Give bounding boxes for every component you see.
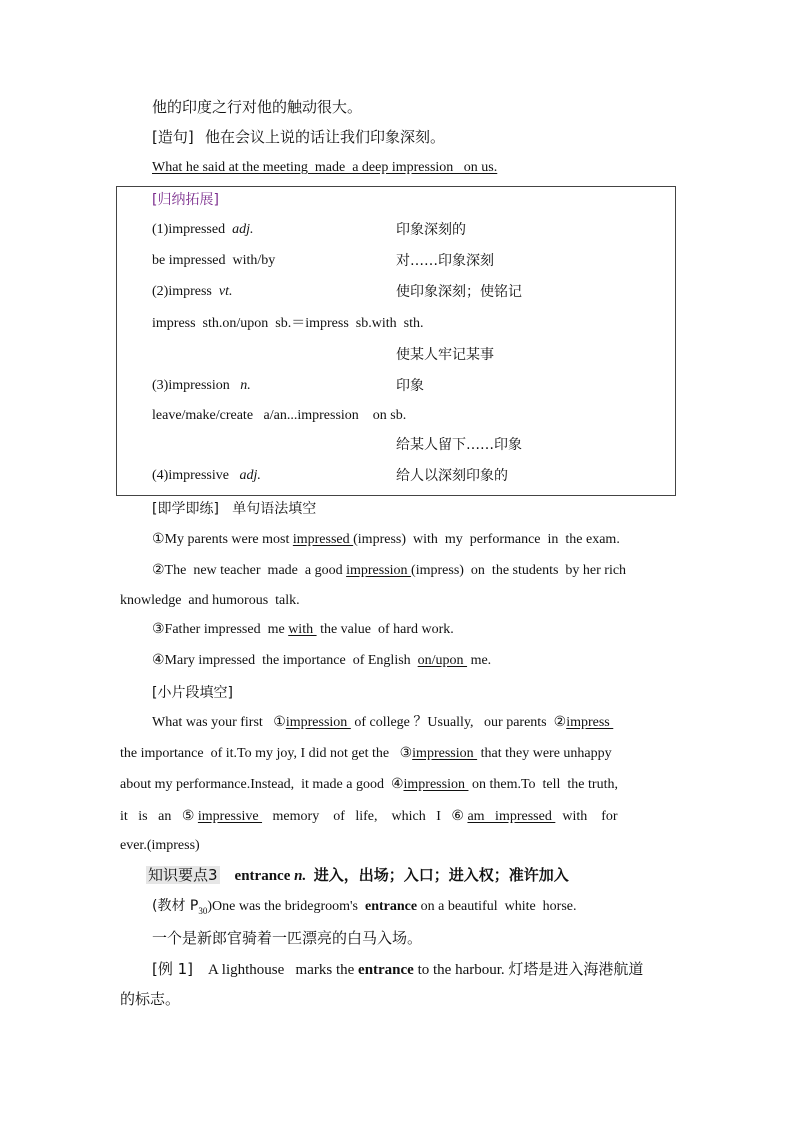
q-text: ①My parents were most	[152, 532, 293, 547]
passage-line	[152, 713, 613, 733]
point-meaning: 进入，出场；入口；进入权；准许加入	[313, 866, 569, 884]
box-row-zh: 印象	[396, 378, 424, 394]
p-text: with for	[555, 809, 618, 824]
box-row-en	[152, 466, 261, 486]
exercise-q2	[152, 561, 626, 581]
src-text: )One was the bridegroom's	[207, 899, 366, 914]
box-row-en: be impressed with/by	[152, 253, 276, 268]
p-answer: impression	[285, 715, 351, 730]
box-row-en: leave/make/create a/an...impression on sb.	[152, 408, 407, 423]
p-text: memory of life, which I ⑥	[262, 809, 468, 824]
box-row-text: (1)impressed	[152, 222, 233, 237]
p-text: it is an ⑤	[120, 809, 198, 824]
zaoju-answer: What he said at the meeting made a deep impression on us.	[152, 160, 498, 175]
p-answer: impress	[566, 715, 614, 730]
point3-source	[152, 896, 577, 921]
box-row-text: (2)impress	[152, 284, 219, 299]
q-text: ③Father impressed me	[152, 622, 289, 637]
p-text: that they were unhappy	[477, 746, 612, 761]
q-text: (impress) on the students by her rich	[411, 563, 627, 578]
p-text: the importance of it.To my joy, I did not get the ③	[120, 746, 413, 761]
box-row-zh: 给某人留下……印象	[396, 437, 522, 453]
box-row-text: (4)impressive	[152, 468, 240, 483]
passage-label: [小片段填空]	[152, 685, 233, 701]
box-row-zh: 给人以深刻印象的	[396, 468, 508, 484]
box-row-en	[152, 282, 233, 302]
passage-line	[120, 744, 612, 764]
zaoju-text: 他在会议上说的话让我们印象深刻。	[204, 128, 445, 146]
box-row-pos: adj.	[239, 468, 261, 483]
box-row-pos: n.	[240, 378, 251, 393]
ex-text: to the harbour.	[413, 962, 509, 978]
point3-source-zh: 一个是新郎官骑着一匹漂亮的白马入场。	[152, 929, 423, 947]
zaoju-label: [造句]	[152, 128, 194, 146]
p-answer: impression	[412, 746, 478, 761]
q-text: ②The new teacher made a good	[152, 563, 347, 578]
passage-line: ever.(impress)	[120, 838, 200, 853]
src-word: entrance	[365, 899, 418, 914]
q-answer: on/upon	[417, 653, 468, 668]
exercise-q3	[152, 620, 454, 640]
ex-label: [例 1]	[152, 960, 194, 978]
ex-zh: 灯塔是进入海港航道	[508, 960, 644, 978]
ex-word: entrance	[358, 962, 414, 978]
exercise-label: [即学即练]	[152, 501, 219, 517]
exercise-q4	[152, 651, 491, 671]
box-row-pos: vt.	[218, 284, 233, 299]
p-text: What was your first ①	[152, 715, 286, 730]
box-row-zh: 使印象深刻；使铭记	[396, 284, 522, 300]
box-row-zh: 使某人牢记某事	[396, 347, 494, 363]
p-answer: impression	[403, 777, 469, 792]
q-answer: with	[288, 622, 317, 637]
point3-header	[146, 865, 569, 886]
src-page: 30	[198, 905, 208, 916]
exercise-q1	[152, 530, 620, 550]
zaoju-line	[152, 127, 445, 148]
exercise-q2-cont: knowledge and humorous talk.	[120, 593, 300, 608]
passage-line	[120, 807, 618, 827]
point3-example	[152, 959, 643, 980]
intro-line: 他的印度之行对他的触动很大。	[152, 98, 363, 116]
passage-line	[120, 775, 618, 795]
point-pos: n.	[294, 868, 307, 884]
q-answer: impressed	[292, 532, 354, 547]
exercise-title: 单句语法填空	[232, 501, 317, 517]
p-answer: am impressed	[467, 809, 556, 824]
box-row-pos: adj.	[232, 222, 254, 237]
q-text: the value of hard work.	[316, 622, 454, 637]
q-text: (impress) with my performance in the exam.	[353, 532, 620, 547]
p-answer: impressive	[197, 809, 263, 824]
box-row-en	[152, 220, 253, 240]
box-row-text: (3)impression	[152, 378, 241, 393]
exercise-header	[152, 499, 316, 519]
box-row-en	[152, 376, 251, 396]
point-tag: 知识要点3	[148, 866, 218, 884]
box-row-zh: 印象深刻的	[396, 222, 466, 238]
q-answer: impression	[346, 563, 412, 578]
ex-text: A lighthouse marks the	[193, 962, 359, 978]
p-text: on them.To tell the truth,	[468, 777, 618, 792]
box-title: [归纳拓展]	[152, 192, 219, 208]
box-row-zh: 对……印象深刻	[396, 253, 494, 269]
point-word: entrance	[234, 868, 291, 884]
src-text: (教材 P	[152, 898, 199, 914]
p-text: about my performance.Instead, it made a good ④	[120, 777, 404, 792]
point3-example-cont: 的标志。	[120, 990, 181, 1008]
box-row-en: impress sth.on/upon sb.＝impress sb.with sth.	[152, 316, 424, 331]
q-text: ④Mary impressed the importance of English	[152, 653, 418, 668]
src-text: on a beautiful white horse.	[417, 899, 577, 914]
p-text: of college ？Usually, our parents ②	[350, 715, 567, 730]
q-text: me.	[467, 653, 492, 668]
